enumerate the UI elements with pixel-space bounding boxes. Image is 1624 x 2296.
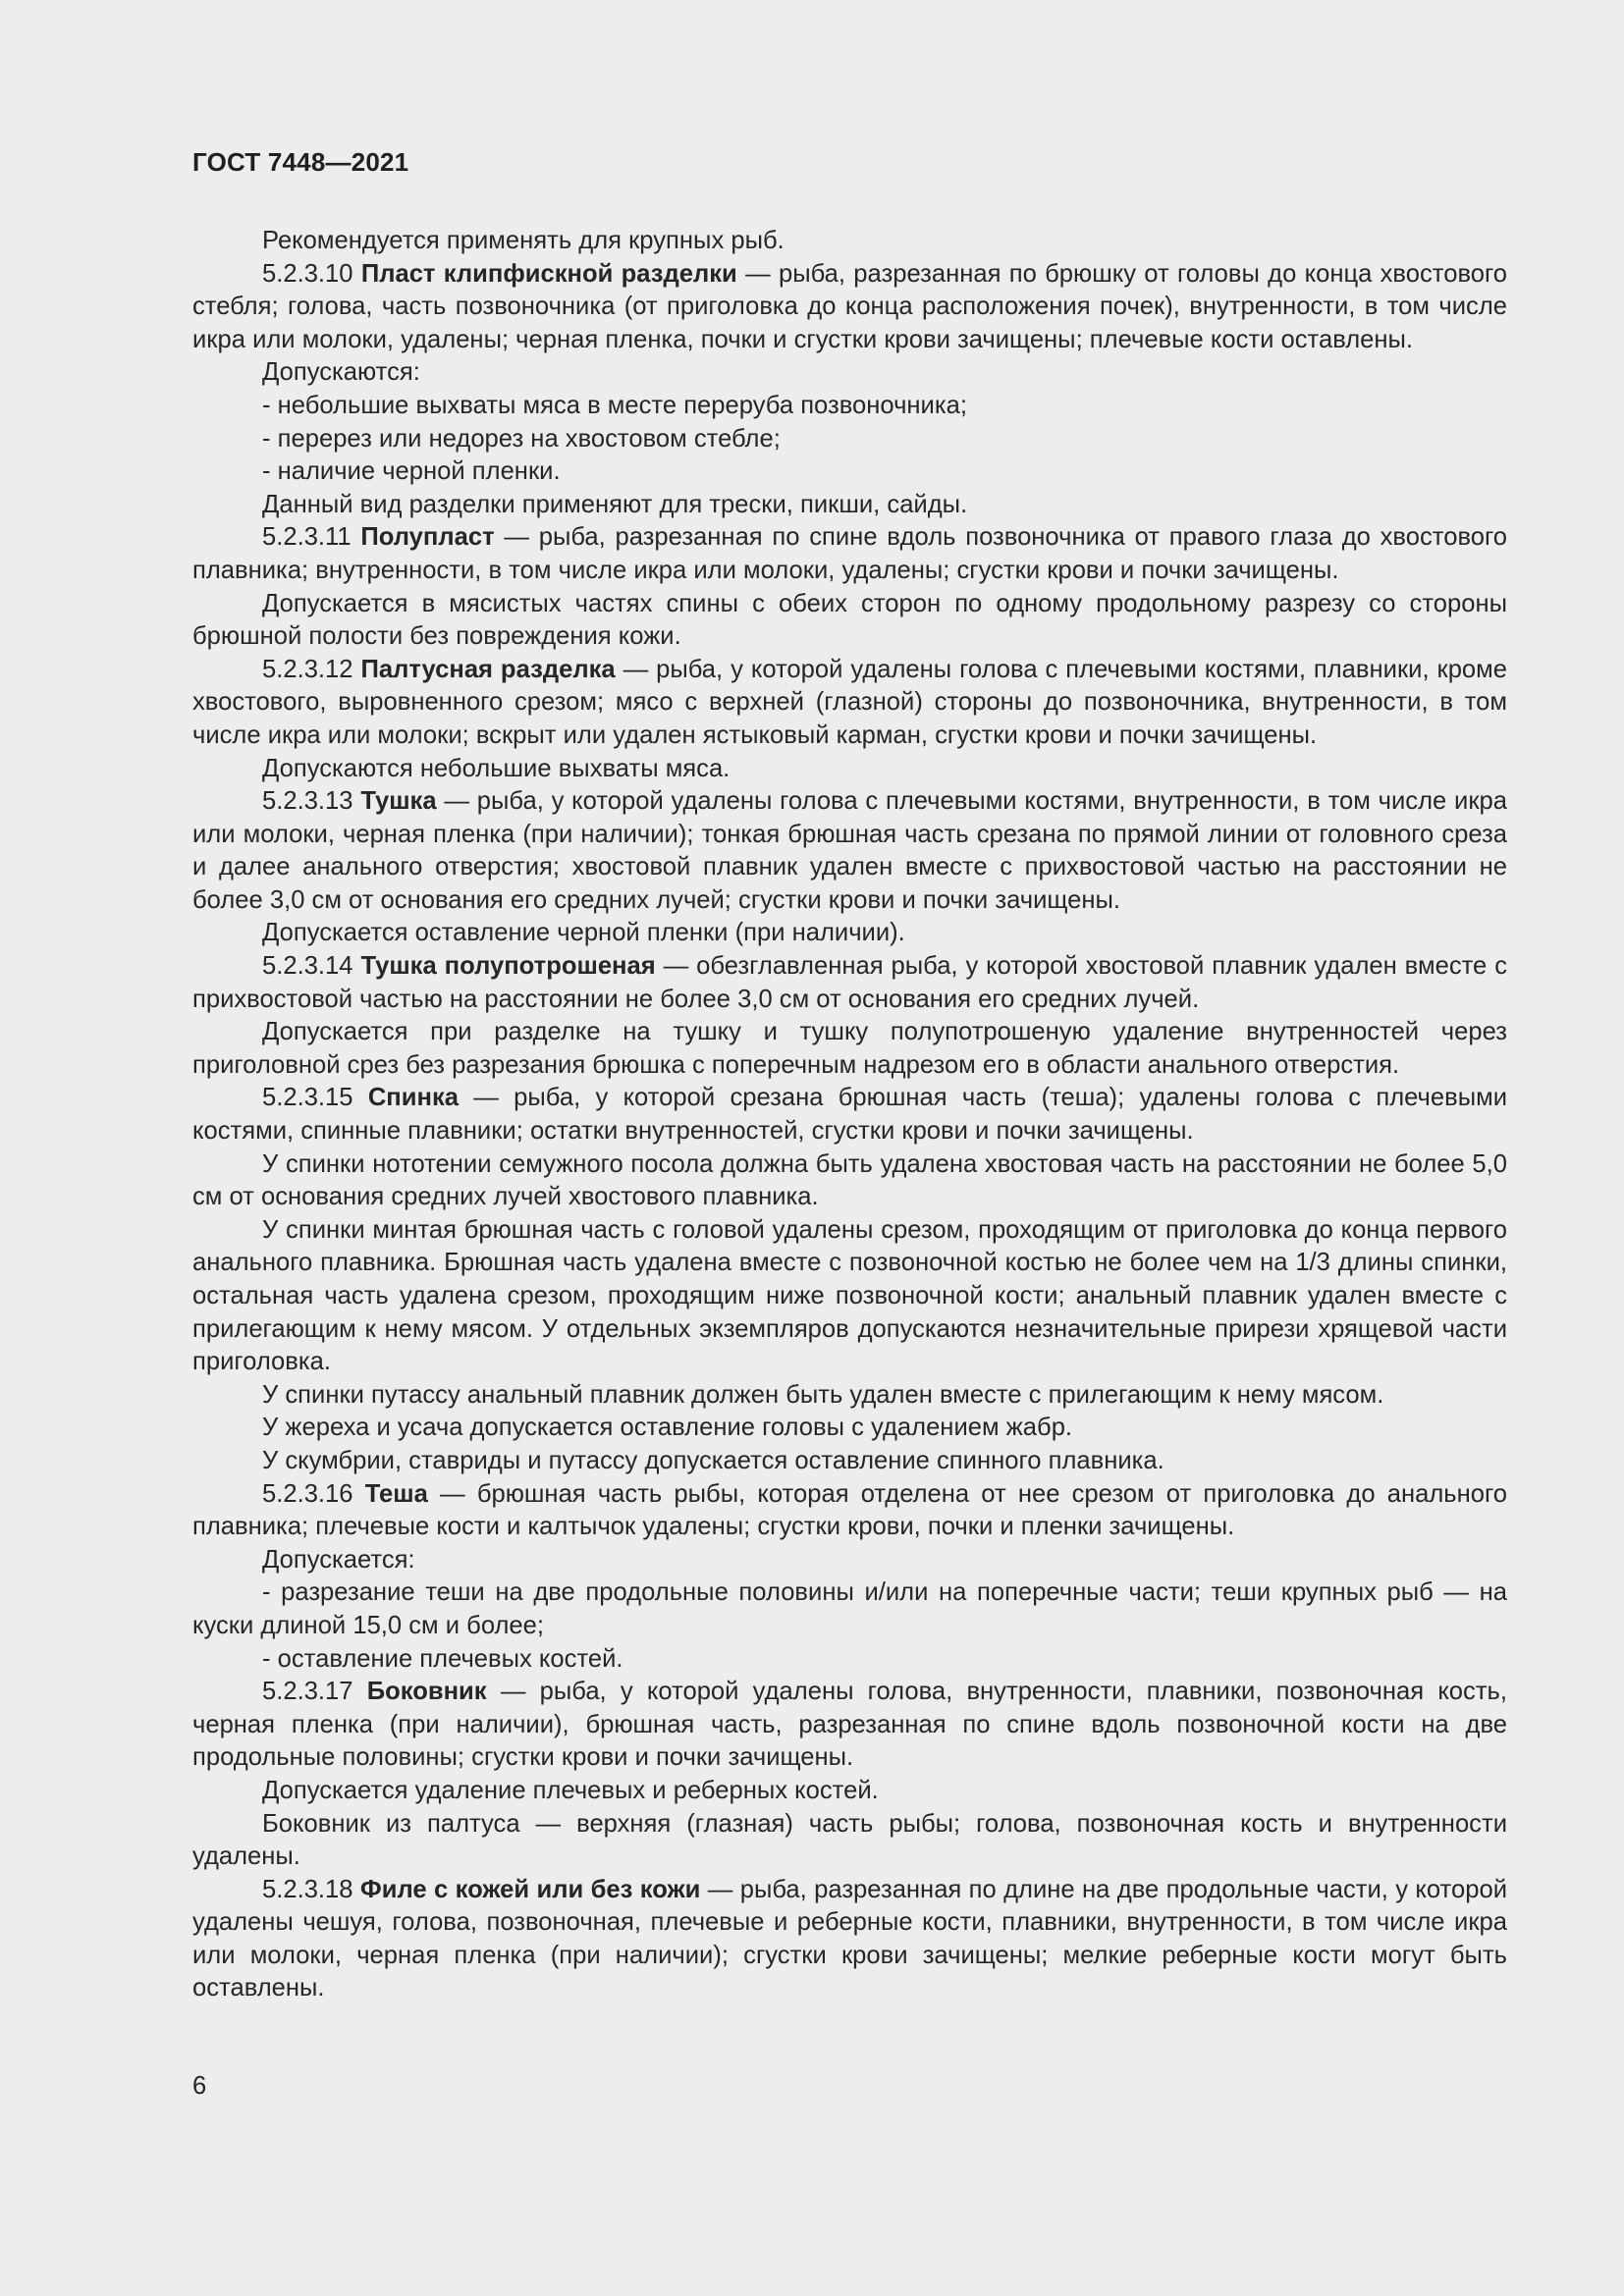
paragraph-text: Боковник из палтуса — верхняя (глазная) часть рыбы; голова, позвоночная кость и внутренности удалены. [192,1809,1507,1871]
paragraph-text: — рыба, у которой удалены голова с плечевыми костями, плавники, кроме хвостового, выровненного срезом; мясо с верхней (глазной) стороны до позвоночника, внутренности, в том числе икра или молоки; вскрыт или удален ястыковый карман, сгустки крови и почки зачищены. [192,655,1507,749]
paragraph-text: — рыба, разрезанная по спине вдоль позвоночника от правого глаза до хвостового плавника; внутренности, в том числе икра или молоки, удалены; сгустки крови и почки зачищены. [192,523,1507,584]
clause-paragraph [192,1874,1507,2005]
paragraph-text: Допускается удаление плечевых и реберных костей. [262,1776,879,1804]
term-title: Тушка полупотрошеная [360,952,656,981]
body-paragraph [192,1016,1507,1082]
body-paragraph [192,390,1507,423]
body-paragraph [192,1544,1507,1577]
paragraph-text: Допускается в мясистых частях спины с обеих сторон по одному продольному разрезу со стороны брюшной полости без повреждения кожи. [192,589,1507,651]
term-title: Полупласт [360,523,495,552]
body-paragraph [192,1412,1507,1445]
clause-number: 5.2.3.14 [262,952,353,981]
paragraph-text: Рекомендуется применять для крупных рыб. [262,227,785,254]
term-title: Пласт клипфискной разделки [360,259,737,288]
body-paragraph [192,1148,1507,1214]
body-paragraph [192,356,1507,390]
body-paragraph [192,1576,1507,1642]
body-paragraph [192,423,1507,456]
paragraph-text: - перерез или недорез на хвостовом стебле; [262,424,781,453]
clause-number: 5.2.3.16 [262,1479,353,1508]
paragraph-text: — брюшная часть рыбы, которая отделена от нее срезом от приголовка до анального плавника; плечевые кости и калтычок удалены; сгустки крови, почки и пленки зачищены. [192,1479,1507,1541]
body-paragraph [192,1808,1507,1874]
document-header: ГОСТ 7448—2021 [192,147,409,177]
clause-paragraph [192,654,1507,753]
body-paragraph [192,1643,1507,1677]
paragraph-text: — рыба, разрезанная по длине на две продольные части, у которой удалены чешуя, голова, позвоночная, плечевые и реберные кости, плавники, внутренности, в том числе икра или молоки, черная пленка (при наличии); сгустки крови зачищены; мелкие реберные кости могут быть оставлены. [192,1875,1507,2002]
clause-number: 5.2.3.11 [262,523,352,552]
term-title: Боковник [366,1678,487,1706]
paragraph-text: — рыба, у которой удалены голова с плечевыми костями, внутренности, в том числе икра или молоки, черная пленка (при наличии); тонкая брюшная часть срезана по прямой линии от головного среза и далее анального отверстия; хвостовой плавник удален вместе с прихвостовой частью на расстоянии не более 3,0 см от основания его средних лучей; сгустки крови и почки зачищены. [192,787,1507,914]
paragraph-text: У скумбрии, ставриды и путассу допускается оставление спинного плавника. [262,1446,1164,1474]
body-paragraph [192,753,1507,786]
clause-paragraph [192,258,1507,357]
paragraph-text: - наличие черной пленки. [262,457,561,486]
clause-paragraph [192,1478,1507,1544]
term-title: Тушка [360,787,437,816]
paragraph-text: У жереха и усача допускается оставление головы с удалением жабр. [262,1414,1073,1442]
term-title: Палтусная разделка [360,655,616,683]
paragraph-text: Допускается при разделке на тушку и тушку полупотрошеную удаление внутренностей через приголовной срез без разрезания брюшка с поперечным надрезом его в области анального отверстия. [192,1018,1507,1079]
paragraph-text: — рыба, у которой удалены голова, внутренности, плавники, позвоночная кость, черная пленка (при наличии), брюшная часть, разрезанная по спине вдоль позвоночной кости на две продольные половины; сгустки крови и почки зачищены. [192,1678,1507,1772]
clause-paragraph [192,1676,1507,1775]
clause-number: 5.2.3.15 [262,1084,353,1112]
body-paragraph [192,1214,1507,1379]
clause-paragraph [192,1082,1507,1148]
document-body [192,225,1507,2005]
term-title: Спинка [367,1084,459,1112]
clause-number: 5.2.3.18 [262,1875,353,1903]
clause-paragraph [192,785,1507,917]
body-paragraph [192,489,1507,522]
clause-number: 5.2.3.12 [262,655,353,683]
clause-paragraph [192,521,1507,587]
page-number: 6 [192,2072,207,2100]
paragraph-text: - оставление плечевых костей. [262,1644,623,1673]
clause-paragraph [192,950,1507,1016]
paragraph-text: Допускаются небольшие выхваты мяса. [262,754,731,782]
body-paragraph [192,1379,1507,1413]
clause-number: 5.2.3.17 [262,1678,353,1706]
paragraph-text: У спинки минтая брюшная часть с головой удалены срезом, проходящим от приголовка до конца первого анального плавника. Брюшная часть удалена вместе с позвоночной костью не более чем на 1/3 длины спинки, остальная часть удалена срезом, проходящим ниже позвоночной кости; анальный плавник удален вместе с прилегающим к нему мясом. У отдельных экземпляров допускаются незначительные прирези хрящевой части приголовка. [192,1215,1507,1376]
paragraph-text: — рыба, у которой срезана брюшная часть (теша); удалены голова с плечевыми костями, спинные плавники; остатки внутренностей, сгустки крови и почки зачищены. [192,1084,1507,1146]
paragraph-text: Допускается оставление черной пленки (при наличии). [262,919,905,947]
paragraph-text: - разрезание теши на две продольные половины и/или на поперечные части; теши крупных рыб — на куски длиной 15,0 см и более; [192,1578,1507,1639]
term-title: Филе с кожей или без кожи [359,1875,701,1903]
clause-number: 5.2.3.10 [262,259,353,288]
clause-number: 5.2.3.13 [262,787,353,816]
paragraph-text: У спинки нототении семужного посола должна быть удалена хвостовая часть на расстоянии не более 5,0 см от основания средних лучей хвостового плавника. [192,1149,1507,1211]
body-paragraph [192,455,1507,489]
body-paragraph [192,1445,1507,1478]
paragraph-text: - небольшие выхваты мяса в месте переруба позвоночника; [262,391,967,419]
paragraph-text: Допускаются: [262,358,420,387]
paragraph-text: Данный вид разделки применяют для трески, пикши, сайды. [262,490,968,518]
body-paragraph [192,588,1507,654]
body-paragraph [192,1775,1507,1808]
paragraph-text: — обезглавленная рыба, у которой хвостовой плавник удален вместе с прихвостовой частью на расстоянии не более 3,0 см от основания его средних лучей. [192,952,1507,1013]
paragraph-text: — рыба, разрезанная по брюшку от головы до конца хвостового стебля; голова, часть позвоночника (от приголовка до конца расположения почек), внутренности, в том числе икра или молоки, удалены; черная пленка, почки и сгустки крови зачищены; плечевые кости оставлены. [192,259,1507,353]
body-paragraph [192,225,1507,258]
term-title: Теша [364,1479,428,1508]
body-paragraph [192,917,1507,950]
paragraph-text: У спинки путассу анальный плавник должен быть удален вместе с прилегающим к нему мясом. [262,1380,1384,1409]
paragraph-text: Допускается: [262,1545,415,1574]
